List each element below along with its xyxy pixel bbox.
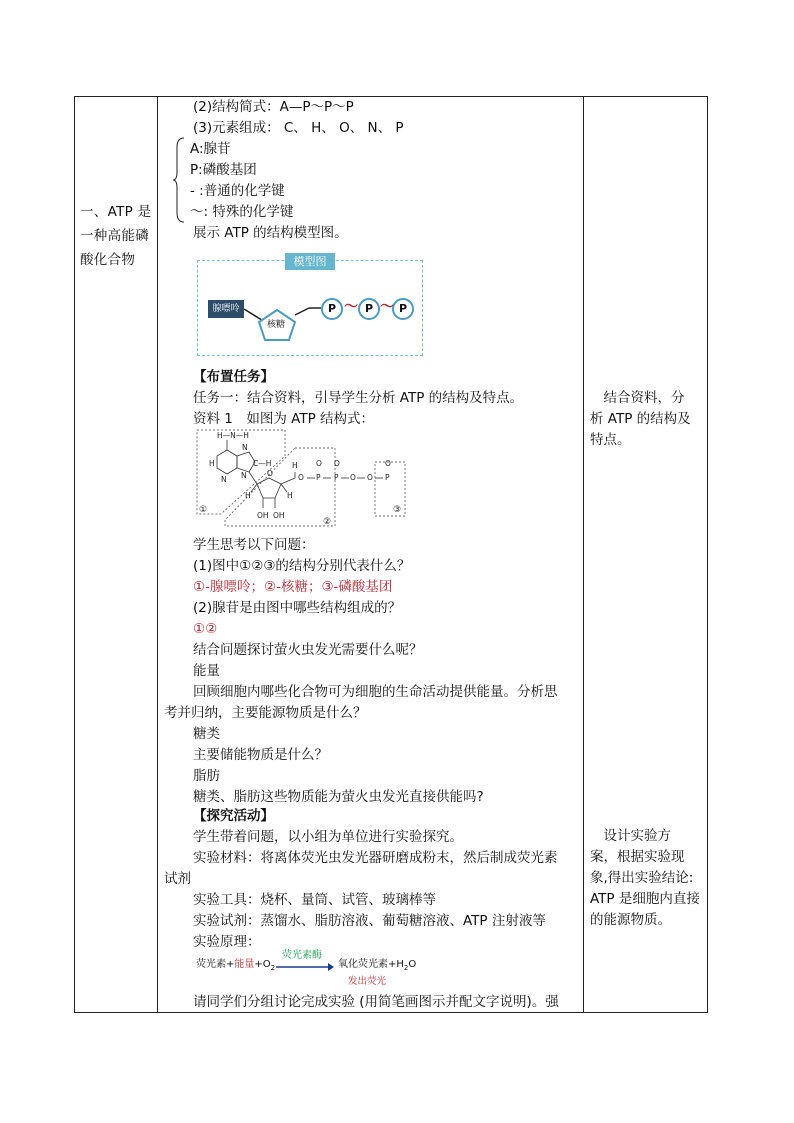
answer-fat: 脂肪 (193, 768, 220, 784)
reaction-equation: 荧光素+能量$+O_2$ (196, 959, 276, 972)
eq-right: 氧化荧光素$+H_2O$ (338, 959, 417, 972)
answer-1: ①-腺嘌呤；②-核糖；③-磷酸基团 (193, 579, 393, 595)
inquiry-heading: 【探究活动】 (193, 808, 274, 824)
atom-h-1: H (209, 459, 215, 468)
ribose-label: 核糖 (267, 320, 286, 330)
legend-adenosine: A:腺苷 (190, 141, 231, 157)
atom-h-4: H (287, 491, 293, 500)
firefly-question: 结合问题探讨萤火虫发光需要什么呢？ (193, 642, 423, 658)
atom-o-3: O (367, 473, 373, 482)
high-energy-bond-1: ～ (344, 299, 358, 315)
adenine-block: 腺嘌呤 (208, 300, 244, 318)
tools-line: 实验工具：烧杯、量筒、试管、玻璃棒等 (193, 892, 436, 908)
phosphorus-2: P (334, 473, 339, 482)
student-think-line: 学生思考以下问题： (193, 537, 315, 553)
storage-question: 主要储能物质是什么？ (193, 747, 328, 763)
eq-enzyme: 荧光素酶 (282, 950, 322, 961)
element-composition-line: (3)元素组成： C、 H、 O、 N、 P (193, 120, 404, 136)
ch-group: C—H (253, 459, 272, 468)
inquiry-intro: 学生带着问题，以小组为单位进行实验探究。 (193, 829, 463, 845)
atom-n-3: N (221, 475, 227, 484)
phosphate-3: P (399, 302, 408, 315)
atom-n-2: N (241, 471, 247, 480)
atom-h-3: H (245, 491, 251, 500)
answer-2: ①② (193, 621, 218, 637)
reagents-line: 实验试剂：蒸馏水、脂肪溶液、葡萄糖溶液、ATP 注射液等 (193, 913, 546, 929)
phosphorus-1: P (316, 473, 321, 482)
hydroxyl-2: OH (273, 511, 285, 520)
task-one-line: 任务一：结合资料，引导学生分析 ATP 的结构及特点。 (193, 390, 524, 406)
materials-line-2: 试剂 (164, 871, 191, 887)
phosphate-1: P (328, 302, 337, 315)
atp-structural-formula (195, 426, 410, 536)
question-1: (1)图中①②③的结构分别代表什么？ (193, 558, 411, 574)
atom-o-2: O (350, 473, 356, 482)
eq-left-a: 荧光素+ (196, 959, 235, 970)
atom-h-2: H (292, 461, 298, 470)
label-3: ③ (393, 505, 402, 515)
hydroxyl-1: OH (257, 511, 269, 520)
direct-energy-question: 糖类、脂肪这些物质能为萤火虫发光直接供能吗? (193, 789, 484, 805)
question-2: (2)腺苷是由图中哪些结构组成的？ (193, 600, 402, 616)
model-tab-label: 模型图 (285, 253, 335, 270)
legend-phosphate: P:磷酸基团 (190, 162, 257, 178)
label-1: ① (199, 505, 208, 515)
structure-formula-line: (2)结构简式：A—P～P～P (193, 99, 354, 115)
show-model-line: 展示 ATP 的结构模型图。 (193, 225, 348, 241)
reaction-arrow-icon (276, 963, 334, 971)
answer-energy: 能量 (193, 663, 220, 679)
brace-icon (172, 137, 186, 223)
side-note-2: 设计实验方 案，根据实验现 象,得出实验结论: ATP 是细胞内直接 的能源物质。 (590, 828, 700, 928)
review-line-2: 考并归纳，主要能源物质是什么？ (164, 705, 367, 721)
legend-normal-bond: - :普通的化学键 (190, 183, 285, 199)
ring-oxygen: O (267, 469, 273, 478)
atom-o-4: O (316, 459, 322, 468)
phosphate-2: P (365, 302, 374, 315)
label-2: ② (323, 517, 332, 527)
atom-o-5: O (334, 459, 340, 468)
answer-sugar: 糖类 (193, 726, 220, 742)
atom-o-1: O (298, 473, 304, 482)
eq-light: 发出荧光 (348, 976, 387, 987)
legend-special-bond: ～: 特殊的化学键 (190, 204, 294, 220)
eq-energy: 能量 (234, 959, 255, 970)
amino-group: H—N—H (217, 431, 249, 440)
atom-n-1: N (242, 443, 248, 452)
principle-line: 实验原理： (193, 934, 261, 950)
discussion-line: 请同学们分组讨论完成实验 (用简笔画图示并配文字说明)。强 (193, 994, 559, 1010)
atom-o-6: O (385, 459, 391, 468)
task-heading: 【布置任务】 (193, 369, 274, 385)
materials-line-1: 实验材料：将离体荧光虫发光器研磨成粉末，然后制成荧光素 (193, 850, 558, 866)
section-title: 一、ATP 是一种高能磷酸化合物 (80, 204, 152, 268)
high-energy-bond-2: ～ (380, 299, 394, 315)
eq-left-c: +O (254, 959, 271, 970)
material-one-line: 资料 1 如图为 ATP 结构式： (193, 411, 375, 427)
phosphorus-3: P (385, 473, 390, 482)
side-note-1: 结合资料，分 析 ATP 的结构及 特点。 (590, 390, 691, 448)
review-line-1: 回顾细胞内哪些化合物可为细胞的生命活动提供能量。分析思 (193, 684, 558, 700)
